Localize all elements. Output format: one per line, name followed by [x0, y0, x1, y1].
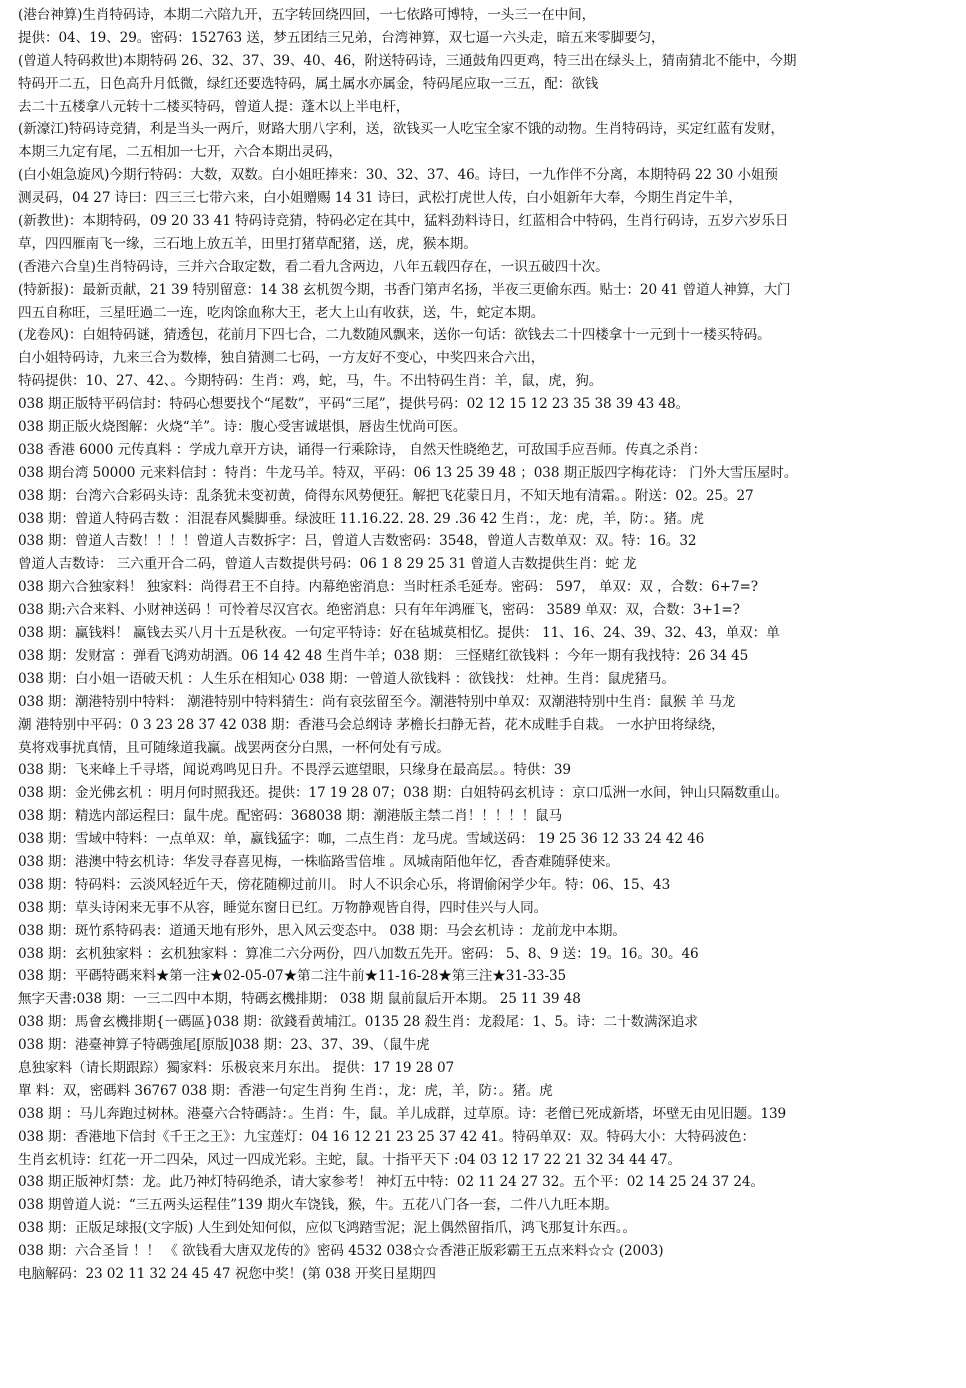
text-line: 038 期：香港地下信封《千王之王》：九宝莲灯：04 16 12 21 23 25 37 42 41。特码单双：双。特码大小：大特码波色：	[18, 1128, 755, 1145]
text-line: 潮 港特别中平码：0 3 23 28 37 42 038 期：香港马会总纲诗 茅檐长扫静无苔，花木成畦手自栽。 一水护田将绿绕，	[18, 716, 725, 733]
text-line: 038 期：雪域中特料：一点单双：单，赢钱猛字：咖，二点生肖：龙马虎。雪域送码： 19 25 36 12 33 24 42 46	[18, 831, 705, 848]
text-line: 038 期：斑竹系特码表：道通天地有形外，思入风云变态中。 038 期：马会玄机诗 ：龙前龙中本期。	[18, 922, 626, 939]
text-line: 038 期：潮港特别中特料： 潮港特别中特料猜生：尚有哀弦留至今。潮港特别中单双：双潮港特别中生肖：鼠猴 羊 马龙	[18, 693, 736, 710]
text-line: 生肖玄机诗：红花一开二四朵，风过一四成光彩。主蛇，鼠。十指平天下 :04 03 12 17 22 21 32 34 44 47。	[18, 1151, 681, 1168]
text-line: 038 期六合独家料！ 独家料：尚得君王不自持。内幕绝密消息：当时枉杀毛延寿。密码： 597， 单双：双 ，合数：6+7=?	[18, 579, 758, 596]
text-line: 曾道人吉数诗： 三六重开合二码，曾道人吉数提供号码：06 1 8 29 25 31 曾道人吉数提供生肖：蛇 龙	[18, 556, 637, 573]
text-line: 038 期：草头诗闲来无事不从容，睡觉东窗日已红。万物静观皆自得，四时佳兴与人同。	[18, 899, 548, 916]
text-line: 單 料：双，密碼料 36767 038 期：香港一句定生肖狗 生肖：，龙：虎，羊，防：。猪。虎	[18, 1082, 553, 1099]
text-line: 038 期：玄机独家料 ：玄机独家料 ：算准二六分两份，四八加数五先开。密码： 5、8、9 送：19。16。30。46	[18, 945, 699, 962]
text-line: 去二十五楼拿八元转十二楼买特码，曾道人提：蓬木以上半电杆，	[18, 98, 410, 115]
text-line: 038 期：曾道人吉数！！！！曾道人吉数拆字：吕，曾道人吉数密码：3548，曾道人吉数单双：双。特：16。32	[18, 533, 697, 550]
text-line: (龙卷风)：白姐特码谜，猜透包，花前月下四七合，二九数随风飘来，送你一句话：欲钱去二十四楼拿十一元到十一楼买特码。	[18, 327, 771, 344]
text-line: 电脑解码：23 02 11 32 24 45 47 祝您中奖！(第 038 开奖日星期四	[18, 1265, 436, 1282]
text-line: 草，四四雁南飞一缘，三石地上放五羊，田里打猪草配猪，送，虎，猴本期。	[18, 235, 477, 252]
text-line: 038 期：港澳中特玄机诗：华发寻春喜见梅，一株临路雪倍堆 。凤城南陌他年忆，香杳难随驿使来。	[18, 853, 619, 870]
text-line: 038 期：馬會玄機排期{一碼區}038 期：欲錢看黄埔江。0135 28 殺生肖：龙殺尾：1、5。诗：二十数满深追求	[18, 1014, 698, 1031]
text-line: (白小姐急旋风)今期行特码：大数，双数。白小姐旺捧来：30、32、37、46。诗曰，一九作伴不分离，本期特码 22 30 小姐预	[18, 167, 778, 184]
text-line: 038 期：发财富 ：弹看飞鸿劝胡酒。06 14 42 48 生肖牛羊；038 期： 三怪赌红欲钱料 ：今年一期有我找特：26 34 45	[18, 647, 749, 664]
text-body	[18, 4, 948, 1286]
text-line: (新濠江)特码诗竞猜，利是当头一两斤，财路大朋八字利，送，欲钱买一人吃宝全家不饿的动物。生肖特码诗，买定红蓝有发财，	[18, 121, 785, 138]
text-line: 038 期：六合圣旨 ！！ 《 欲钱看大唐双龙传的》密码 4532 038☆☆香港正版彩霸王五点来料☆☆ (2003)	[18, 1243, 664, 1260]
text-line: 038 期 ：马儿奔跑过树林。港臺六合特碼詩：。生肖：牛，鼠。羊儿成群，过草原。诗：老僧已死成新塔，坏壁无由见旧题。139	[18, 1105, 787, 1122]
text-line: 038 期：精选内部运程曰：鼠牛虎。配密码：368038 期：潮港版主禁二肖！！！！！鼠马	[18, 808, 563, 825]
text-line: 038 期正版神灯禁：龙。此乃神灯特码绝杀，请大家参考！ 神灯五中特：02 11 24 27 32。五个平：02 14 25 24 37 24。	[18, 1174, 764, 1191]
text-line: (香港六合皇)生肖特码诗，三并六合取定数，看二看九含两边，八年五载四存在，一识五破四十次。	[18, 258, 609, 275]
text-line: 038 香港 6000 元传真料 ：学成九章开方诀，诵得一行乘除诗， 自然天性晓绝艺，可敌国手应吾师。传真之杀肖：	[18, 441, 707, 458]
text-line: 038 期：曾道人特码吉数 ：泪混春风鬓脚垂。绿波旺 11.16.22. 28. 29 .36 42 生肖：，龙：虎，羊，防：。猪。虎	[18, 510, 704, 527]
text-line: 038 期：港臺神算子特碼強尾[原版]038 期：23、37、39、（鼠牛虎	[18, 1037, 430, 1054]
text-line: 038 期：特码料：云淡风轻近午天，傍花随柳过前川。 时人不识余心乐，将谓偷闲学少年。特：06、15、43	[18, 876, 671, 893]
text-line: 038 期：台湾六合彩码头诗：乱条犹未变初黄，倚得东风势便狂。解把飞花蒙日月，不知天地有清霜。。附送：02。25。27	[18, 487, 754, 504]
text-line: 038 期：白小姐一语破天机 ：人生乐在相知心 038 期：一曾道人欲钱料 ：欲钱找： 灶神。生肖：鼠虎猪马。	[18, 670, 675, 687]
text-line: 测灵码，04 27 诗曰：四三三七带六来，白小姐赠赐 14 31 诗曰，武松打虎世人传，白小姐新年大奉，今期生肖定牛羊，	[18, 190, 742, 207]
text-line: 特码提供：10、27、42、。今期特码：生肖：鸡，蛇，马，牛。不出特码生肖：羊，鼠，虎，狗。	[18, 373, 603, 390]
text-line: 038 期：飞来峰上千寻塔，闻说鸡鸣见日升。不畏浮云遮望眼，只缘身在最高层。。特供：39	[18, 762, 571, 779]
text-line: (特新报)：最新贡献，21 39 特别留意：14 38 玄机贺今期，书香门第声名扬，半夜三更偷东西。贴士：20 41 曾道人神算，大门	[18, 281, 791, 298]
text-line: (曾道人特码救世)本期特码 26、32、37、39、40、46，附送特码诗，三通鼓角四更鸡，特三出在绿头上，猜南猜北不能中，今期	[18, 52, 797, 69]
text-line: 莫将戏事扰真情，且可随缘道我赢。战罢两奁分白黑，一杯何处有亏成。	[18, 739, 450, 756]
text-line: 無字天書:038 期：一三二四中本期，特碼玄機排期： 038 期 鼠前鼠后开本期。 25 11 39 48	[18, 991, 581, 1008]
text-line: 四五自称旺，三星旺過二一连，吃肉馀血称大王，老大上山有收获，送，牛，蛇定本期。	[18, 304, 545, 321]
text-line: 提供：04、19、29。密码：152763 送，梦五团结三兄弟，台湾神算，双七逼一六头走，暗五来零脚要匀，	[18, 29, 665, 46]
text-line: 特码开二五，日色高升月低微，绿红还要选特码，属土属水亦属金，特码尾应取一三五，配：欲钱	[18, 75, 599, 92]
text-line: 038 期正版特平码信封：特码心想要找个“尾数”，平码“三尾”，提供号码：02 12 15 12 23 35 38 39 43 48。	[18, 396, 690, 413]
text-line: 本期三九定有尾，二五相加一七开，六合本期出灵码，	[18, 144, 342, 161]
text-line: 038 期正版火烧图解：火烧“羊”。诗：腹心受害诚堪惧，唇齿生忧尚可医。	[18, 419, 467, 436]
text-line: 038 期：正版足球报(文字版) 人生到处知何似，应似飞鸿踏雪泥；泥上偶然留指爪，鸿飞那复计东西。。	[18, 1220, 636, 1237]
text-line: 白小姐特码诗，九来三合为数棒，独自猜测二七码，一方友好不变心，中奖四来合六出，	[18, 350, 545, 367]
text-line: 038 期：赢钱料！ 赢钱去买八月十五是秋夜。一句定平特诗：好在毡城莫相忆。提供： 11、16、24、39、32、43，单双：单	[18, 625, 780, 642]
text-line: 038 期:六合来料、小财神送码 ！可怜着尽汉宫衣。绝密消息：只有年年鸿雁飞，密码： 3589 单双：双，合数：3+1=?	[18, 602, 740, 619]
text-line: 038 期曾道人说：“三五两头运程佳”139 期火车饶钱，猴，牛。五花八门各一套，二件八九旺本期。	[18, 1197, 618, 1214]
text-line: 息独家料（请长期跟踪）獨家料：乐极哀来月东出。 提供：17 19 28 07	[18, 1059, 455, 1076]
text-line: (新教世)：本期特码，09 20 33 41 特码诗竞猜，特码必定在其中，猛料劲料诗日，红蓝相合中特码，生肖行码诗，五岁六岁乐日	[18, 213, 789, 230]
text-line: 038 期：平碼特碼来料★第一注★02-05-07★第二注牛前★11-16-28★第三注★31-33-35	[18, 968, 567, 985]
text-line: 038 期：金光佛玄机 ：明月何时照我还。提供：17 19 28 07；038 期：白姐特码玄机诗 ：京口瓜洲一水间，钟山只隔数重山。	[18, 785, 788, 802]
text-line: (港台神算)生肖特码诗，本期二六陪九开，五字转回绕四回，一七依路可博特，一头三一在中间，	[18, 7, 596, 23]
text-line: 038 期台湾 50000 元来料信封 ：特肖：牛龙马羊。特双，平码：06 13 25 39 48 ；038 期正版四字梅花诗： 门外大雪压屋时。	[18, 464, 798, 481]
